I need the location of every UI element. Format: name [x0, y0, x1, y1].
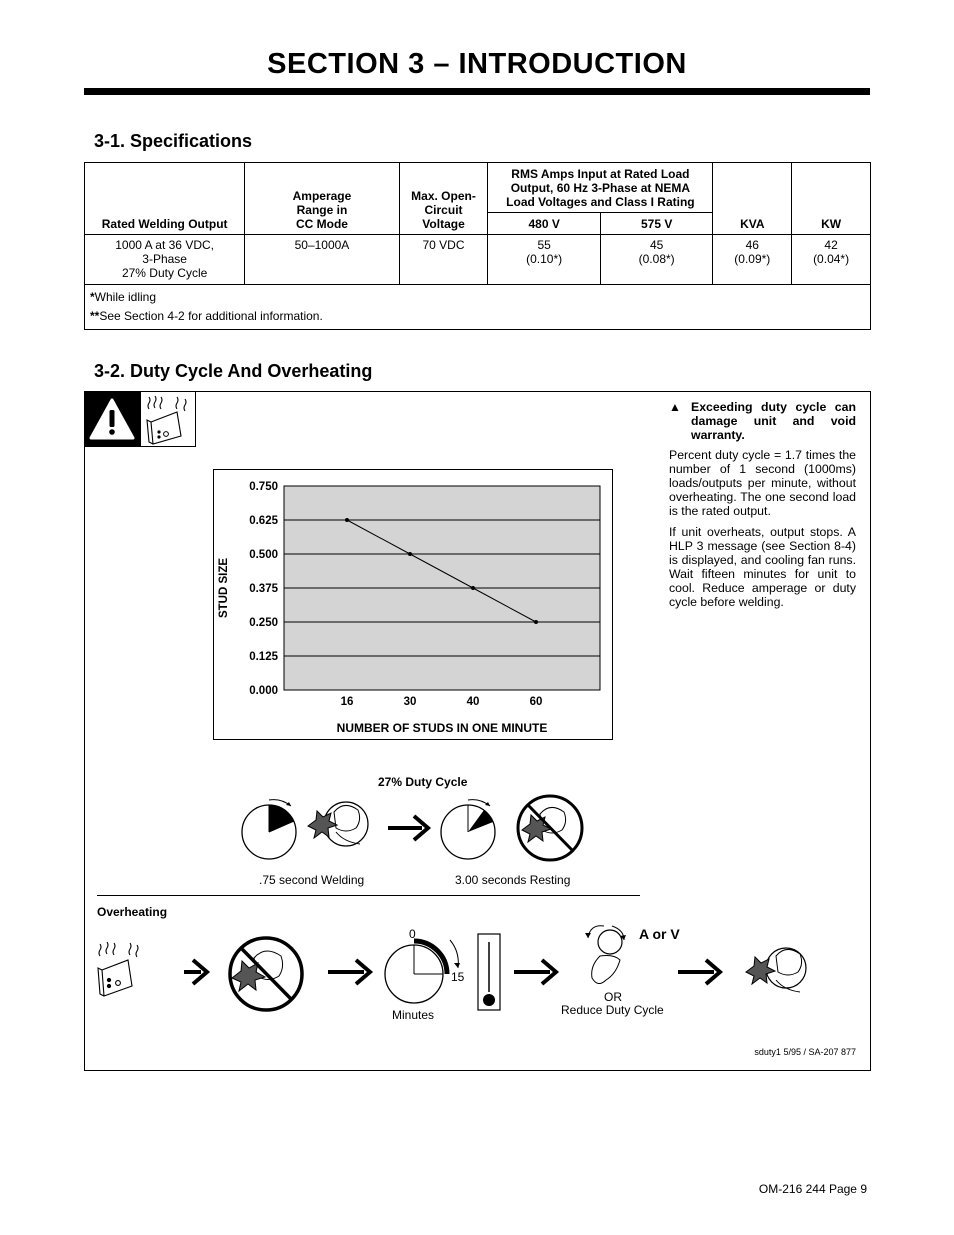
title-rule [84, 88, 870, 95]
welder-resume-icon [746, 948, 806, 992]
a-or-v-label: A or V [639, 926, 680, 942]
welding-time-label: .75 second Welding [259, 873, 365, 887]
header-amperage: Amperage Range in CC Mode [245, 163, 399, 235]
arrow-icon [328, 960, 370, 984]
note-see-section: **See Section 4-2 for additional information. [90, 309, 323, 323]
no-welding-icon [230, 938, 302, 1010]
y-tick-label: 0.750 [249, 481, 278, 493]
x-tick-label: 40 [466, 696, 480, 708]
arrow-icon [388, 816, 428, 840]
header-rated-output: Rated Welding Output [85, 163, 245, 235]
stud-size-chart-plot [213, 469, 613, 740]
overheating-label: Overheating [97, 905, 168, 919]
data-point [534, 620, 538, 624]
overheated-unit-icon [98, 942, 138, 996]
duty-cycle-definition: Percent duty cycle = 1.7 times the number of 1 second (1000ms) loads/outputs per minute, without overheating. The one second load is the rated output. [669, 448, 856, 518]
cell-ocv: 70 VDC [399, 235, 488, 285]
header-480v: 480 V [488, 213, 601, 235]
header-kw: KW [792, 163, 871, 235]
timer-end-label: 15 [451, 970, 465, 984]
y-axis-label: STUD SIZE [218, 557, 230, 619]
x-tick-label: 60 [529, 696, 543, 708]
data-point [408, 552, 412, 556]
table-notes [85, 285, 871, 330]
reduce-duty-cycle-label: Reduce Duty Cycle [561, 1003, 664, 1017]
y-tick-label: 0.375 [249, 583, 278, 595]
overheating-unit-icon [140, 391, 196, 447]
y-tick-label: 0.250 [249, 617, 278, 629]
x-axis-label: NUMBER OF STUDS IN ONE MINUTE [336, 721, 548, 735]
reference-code: sduty1 5/95 / SA-207 877 [754, 1047, 856, 1057]
minutes-label: Minutes [392, 1008, 435, 1022]
section-title: SECTION 3 – INTRODUCTION [267, 48, 687, 80]
header-kva: KVA [713, 163, 792, 235]
duty-cycle-description [669, 400, 856, 616]
illustration-divider [97, 895, 640, 896]
welder-active-icon [308, 802, 368, 846]
x-tick-label: 30 [403, 696, 417, 708]
arrow-icon [184, 960, 207, 984]
cell-kva: 46 (0.09*) [713, 235, 792, 285]
header-ocv: Max. Open- Circuit Voltage [399, 163, 488, 235]
resting-time-label: 3.00 seconds Resting [455, 873, 571, 887]
cell-rated-output: 1000 A at 36 VDC, 3-Phase 27% Duty Cycle [85, 235, 245, 285]
thermometer-icon [478, 934, 500, 1010]
x-tick-label: 16 [340, 696, 354, 708]
header-575v: 575 V [600, 213, 713, 235]
y-tick-label: 0.625 [249, 515, 278, 527]
arrow-icon [514, 960, 556, 984]
y-tick-label: 0.125 [249, 651, 278, 663]
adjust-knob-icon [585, 926, 626, 984]
y-tick-label: 0.500 [249, 549, 278, 561]
stopwatch-resting-icon [441, 800, 495, 859]
cell-kw: 42 (0.04*) [792, 235, 871, 285]
duty-cycle-illustration [236, 792, 596, 862]
specifications-table [84, 162, 871, 330]
data-point [345, 518, 349, 522]
cell-575v: 45 (0.08*) [600, 235, 713, 285]
or-label: OR [604, 990, 622, 1004]
overheat-explanation: If unit overheats, output stops. A HLP 3 message (see Section 8-4) is displayed, and cooling fan runs. Wait fifteen minutes for unit to cool. Reduce amperage or duty cycle before welding. [669, 525, 856, 609]
stopwatch-welding-icon [242, 800, 296, 859]
header-rms-amps: RMS Amps Input at Rated Load Output, 60 Hz 3-Phase at NEMA Load Voltages and Class I Rating [488, 163, 713, 213]
timer-start-label: 0 [409, 927, 416, 941]
warning-triangle-icon: ▲ [669, 400, 681, 414]
duty-cycle-label: 27% Duty Cycle [378, 775, 468, 789]
note-idling: *While idling [90, 290, 157, 304]
data-point [471, 586, 475, 590]
page-footer: OM-216 244 Page 9 [758, 1182, 867, 1196]
arrow-icon [678, 960, 720, 984]
cell-480v: 55 (0.10*) [488, 235, 601, 285]
cooling-timer-icon [385, 940, 460, 1003]
duty-cycle-warning: ▲ Exceeding duty cycle can damage unit and void warranty. [669, 400, 856, 442]
no-welding-icon [518, 796, 582, 860]
cell-amperage: 50–1000A [245, 235, 399, 285]
specs-heading: 3-1. Specifications [94, 131, 253, 151]
y-tick-label: 0.000 [249, 685, 278, 697]
duty-cycle-heading: 3-2. Duty Cycle And Overheating [94, 361, 373, 381]
warning-icon [84, 391, 140, 447]
